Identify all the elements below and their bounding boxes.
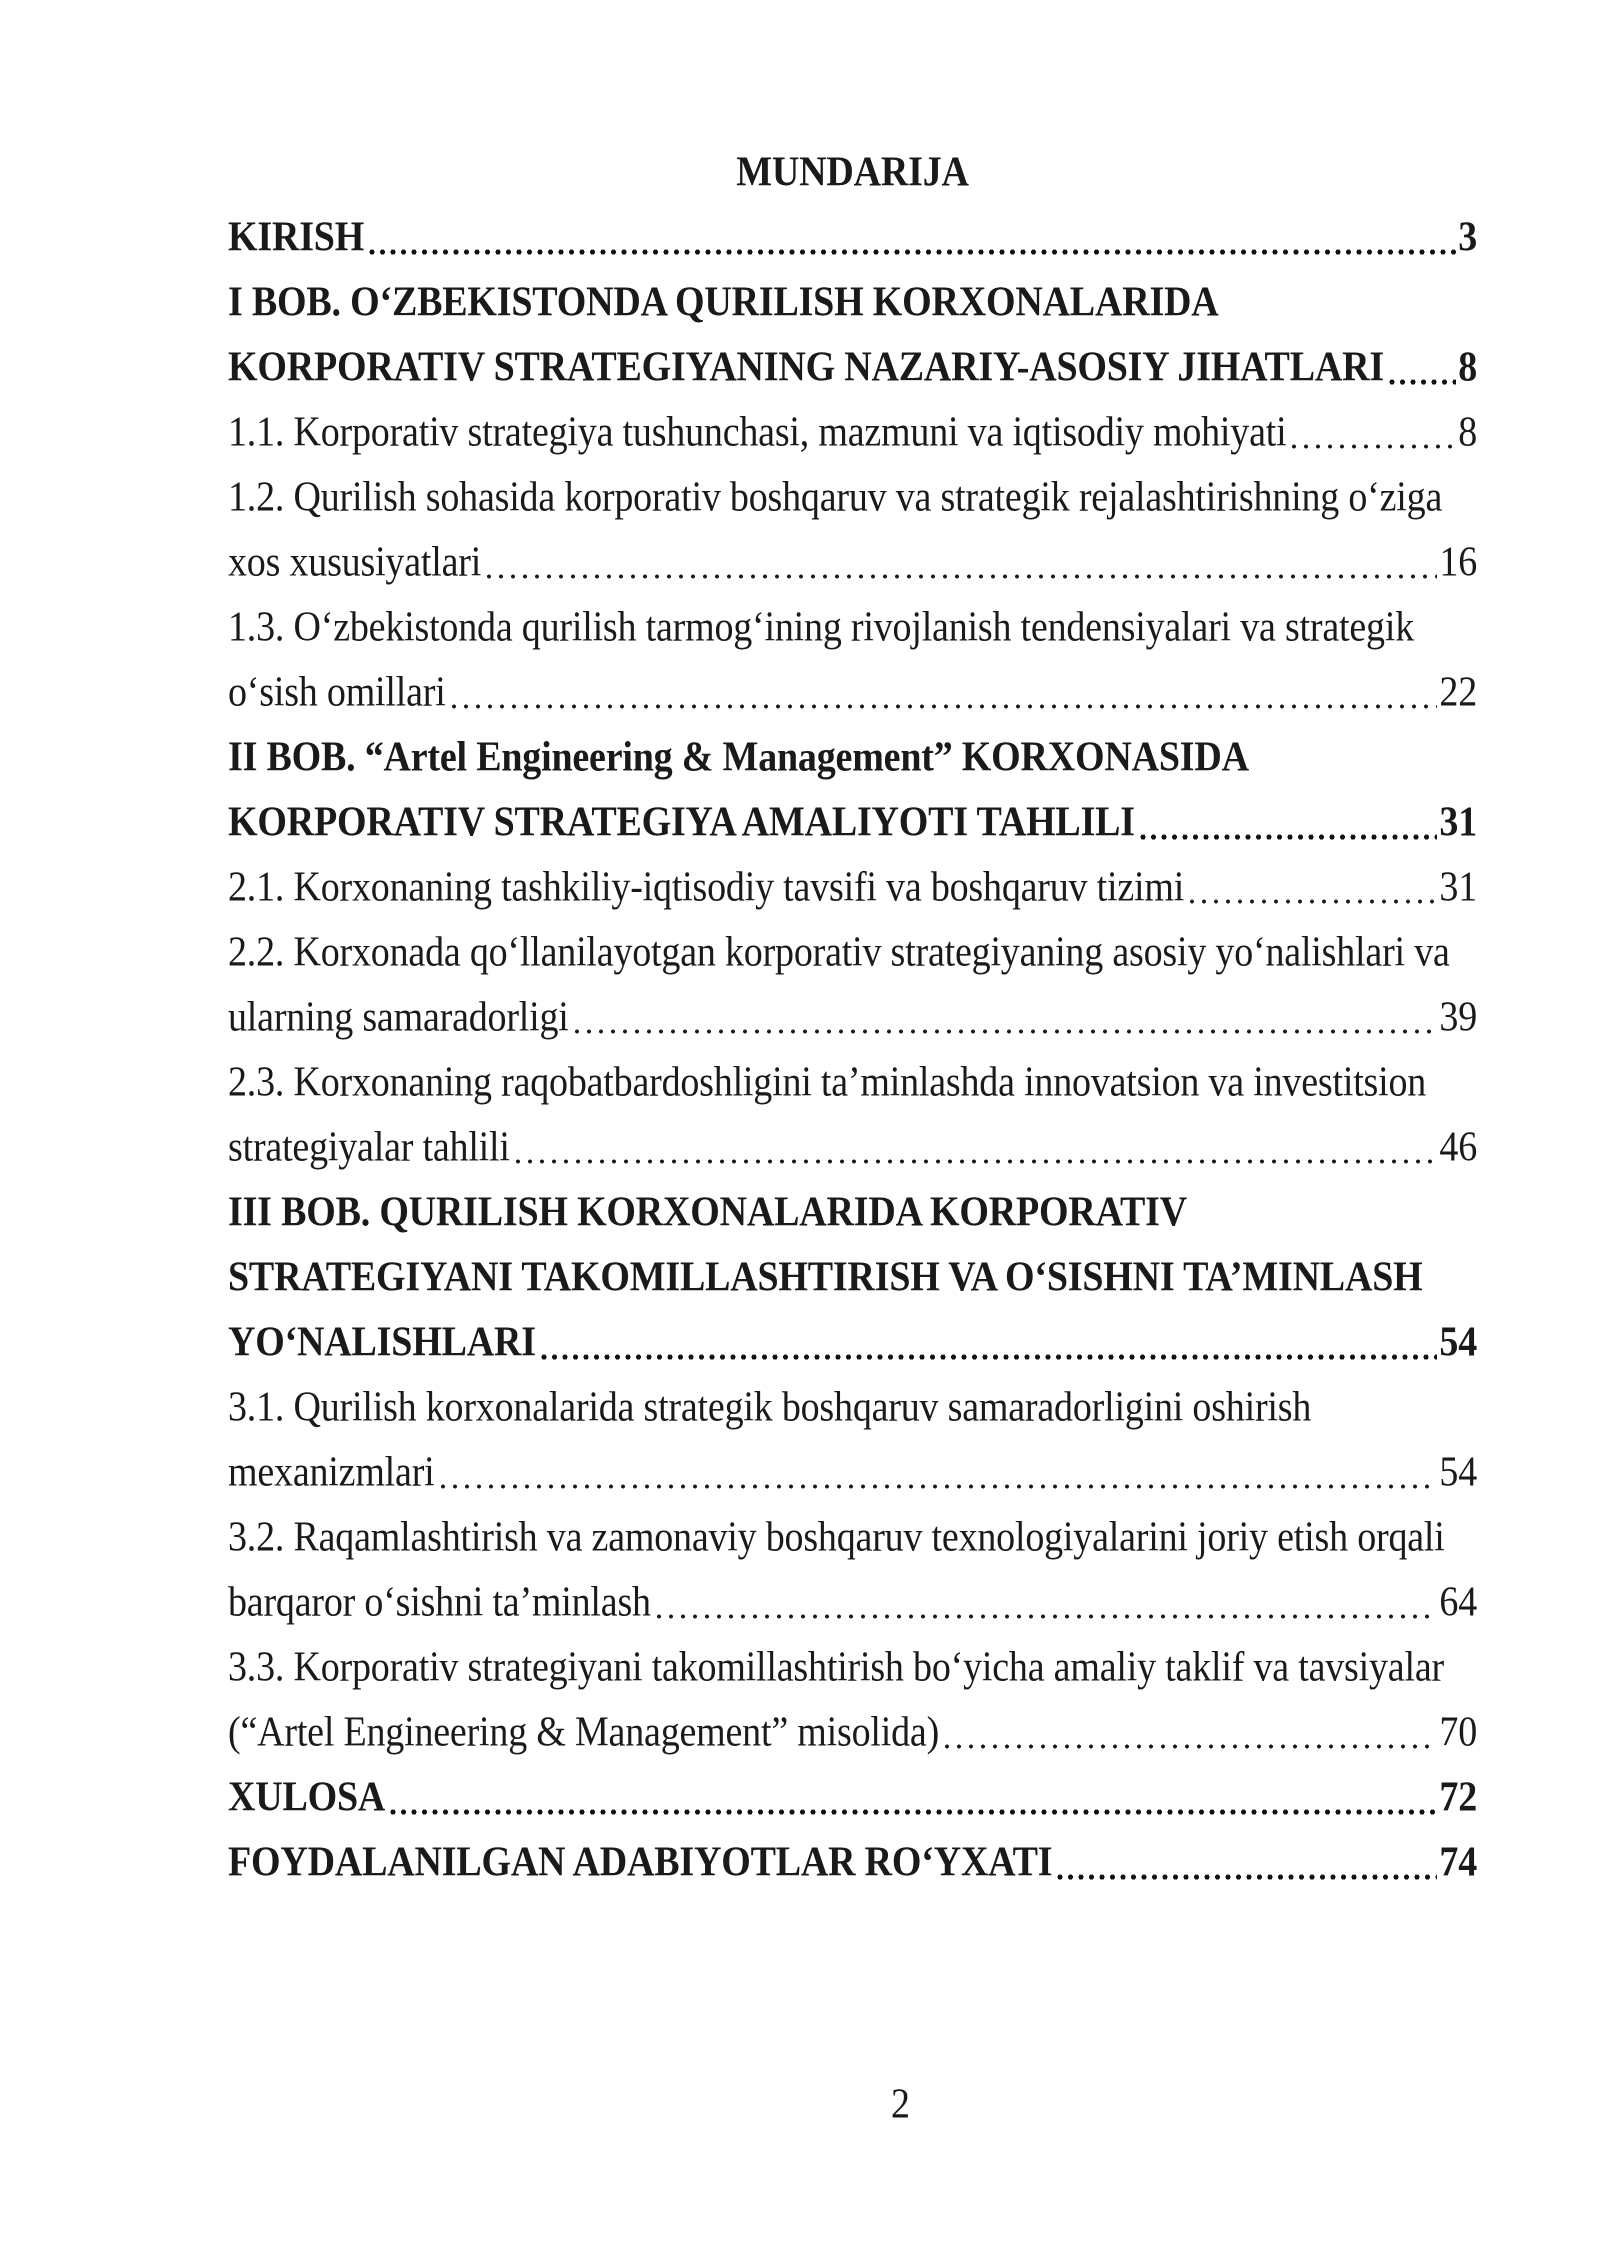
toc-entry-text: KORPORATIV STRATEGIYA AMALIYOTI TAHLILI — [228, 798, 1135, 846]
toc-line — [228, 201, 1477, 274]
toc-entry-text: 1.2. Qurilish sohasida korporativ boshqaruv va strategik rejalashtirishning o‘ziga — [228, 473, 1443, 521]
toc-line — [228, 1826, 1477, 1899]
toc-entry-text: 2.1. Korxonaning tashkiliy-iqtisodiy tavsifi va boshqaruv tizimi — [228, 863, 1185, 911]
toc-entry-text: 3.1. Qurilish korxonalarida strategik boshqaruv samaradorligini oshirish — [228, 1383, 1312, 1431]
toc-entry-text: XULOSA — [228, 1773, 386, 1821]
toc-entry-text: KIRISH — [228, 213, 365, 261]
toc-line — [228, 1306, 1477, 1379]
toc-entry-text: ularning samaradorligi — [228, 993, 569, 1041]
toc-page-number: 39 — [1439, 993, 1477, 1041]
toc-entry-text: 2.3. Korxonaning raqobatbardoshligini ta’minlashda innovatsion va investitsion — [228, 1058, 1427, 1106]
page-title: MUNDARIJA — [736, 148, 969, 196]
toc-page-number: 72 — [1439, 1773, 1477, 1821]
toc-line — [228, 1761, 1477, 1834]
dot-leader — [654, 1566, 1438, 1639]
toc-page-number: 3 — [1458, 213, 1477, 261]
toc-entry-text: FOYDALANILGAN ADABIYOTLAR RO‘YXATI — [228, 1838, 1053, 1886]
toc-line — [228, 851, 1477, 924]
toc-line — [228, 461, 1477, 534]
dot-leader — [388, 1761, 1437, 1834]
toc-entry-text: 2.2. Korxonada qo‘llanilayotgan korporativ strategiyaning asosiy yo‘nalishlari va — [228, 928, 1450, 976]
toc-entry-text: strategiyalar tahlili — [228, 1123, 510, 1171]
toc-entry-text: II BOB. “Artel Engineering & Management” KORXONASIDA — [228, 733, 1249, 781]
dot-leader — [367, 201, 1456, 274]
toc-line — [228, 331, 1477, 404]
toc-entry-text: (“Artel Engineering & Management” misolida) — [228, 1708, 940, 1756]
toc-page-number: 54 — [1439, 1318, 1477, 1366]
page-footer — [276, 2068, 1525, 2141]
dot-leader — [1387, 331, 1456, 404]
toc-page-number: 74 — [1439, 1838, 1477, 1886]
toc-line — [228, 591, 1477, 664]
toc-line — [228, 526, 1477, 599]
toc-entry-text: KORPORATIV STRATEGIYANING NAZARIY-ASOSIY JIHATLARI — [228, 343, 1384, 391]
toc-line — [228, 656, 1477, 729]
dot-leader — [449, 656, 1438, 729]
toc-line — [228, 1371, 1477, 1444]
toc-page-number: 31 — [1439, 863, 1477, 911]
dot-leader — [484, 526, 1437, 599]
toc-page-number: 8 — [1458, 408, 1477, 456]
toc-line — [228, 1111, 1477, 1184]
toc-entry-text: 1.1. Korporativ strategiya tushunchasi, mazmuni va iqtisodiy mohiyati — [228, 408, 1287, 456]
toc-page-number: 16 — [1439, 538, 1477, 586]
toc-page-number: 22 — [1439, 668, 1477, 716]
toc-line — [228, 981, 1477, 1054]
toc-entry-text: o‘sish omillari — [228, 668, 446, 716]
toc-entry-text: 3.3. Korporativ strategiyani takomillashtirish bo‘yicha amaliy taklif va tavsiyalar — [228, 1643, 1444, 1691]
toc-entry-text: I BOB. O‘ZBEKISTONDA QURILISH KORXONALARIDA — [228, 278, 1219, 326]
toc-line — [228, 721, 1477, 794]
dot-leader — [572, 981, 1438, 1054]
dot-leader — [942, 1696, 1437, 1769]
toc-entry-text: mexanizmlari — [228, 1448, 435, 1496]
toc-line — [228, 1436, 1477, 1509]
toc-entry-text: 3.2. Raqamlashtirish va zamonaviy boshqaruv texnologiyalarini joriy etish orqali — [228, 1513, 1445, 1561]
page-title-row — [228, 136, 1477, 209]
toc-entry-text: xos xususiyatlari — [228, 538, 482, 586]
toc-line — [228, 1501, 1477, 1574]
toc-line — [228, 916, 1477, 989]
toc-page-number: 64 — [1439, 1578, 1477, 1626]
toc-page-number: 46 — [1439, 1123, 1477, 1171]
toc-line — [228, 1696, 1477, 1769]
dot-leader — [1187, 851, 1437, 924]
toc-page-number: 54 — [1439, 1448, 1477, 1496]
dot-leader — [1138, 786, 1438, 859]
toc-page-number: 8 — [1458, 343, 1477, 391]
toc-line — [228, 1046, 1477, 1119]
dot-leader — [1289, 396, 1456, 469]
toc-entry-text: 1.3. O‘zbekistonda qurilish tarmog‘ining rivojlanish tendensiyalari va strategik — [228, 603, 1415, 651]
footer-page-number: 2 — [891, 2080, 910, 2128]
toc-line — [228, 266, 1477, 339]
toc-page-number: 70 — [1439, 1708, 1477, 1756]
toc-page-number: 31 — [1439, 798, 1477, 846]
toc-line — [228, 1241, 1477, 1314]
toc-entry-text: III BOB. QURILISH KORXONALARIDA KORPORATIV — [228, 1188, 1187, 1236]
dot-leader — [539, 1306, 1438, 1379]
table-of-contents — [228, 205, 1477, 1895]
dot-leader — [1055, 1826, 1437, 1899]
toc-line — [228, 1176, 1477, 1249]
toc-line — [228, 396, 1477, 469]
toc-entry-text: barqaror o‘sishni ta’minlash — [228, 1578, 651, 1626]
toc-line — [228, 1631, 1477, 1704]
toc-entry-text: YO‘NALISHLARI — [228, 1318, 536, 1366]
toc-line — [228, 1566, 1477, 1639]
toc-content — [228, 140, 1477, 1895]
dot-leader — [438, 1436, 1438, 1509]
toc-entry-text: STRATEGIYANI TAKOMILLASHTIRISH VA O‘SISHNI TA’MINLASH — [228, 1253, 1423, 1301]
dot-leader — [513, 1111, 1438, 1184]
toc-line — [228, 786, 1477, 859]
